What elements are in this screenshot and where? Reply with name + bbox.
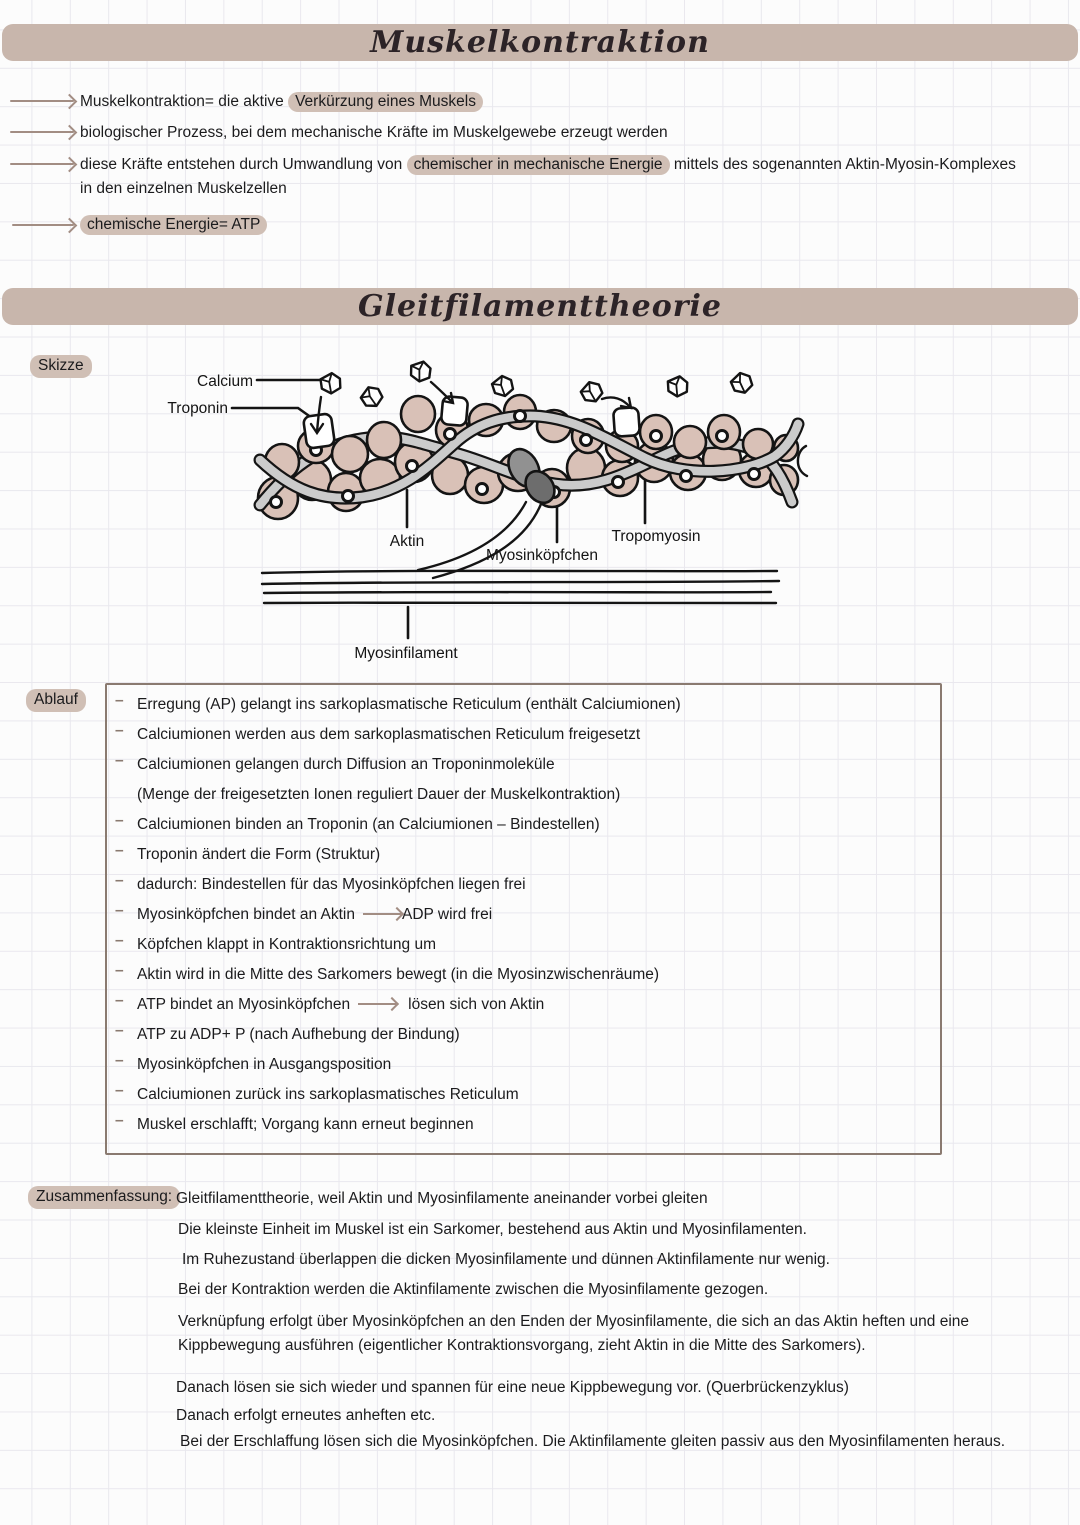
dash-icon: – <box>115 722 124 739</box>
ablauf-item: – Calciumionen binden an Troponin (an Calciumionen – Bindestellen) <box>115 810 681 840</box>
dash-icon: – <box>115 992 124 1009</box>
ablauf-item: (Menge der freigesetzten Ionen reguliert Dauer der Muskelkontraktion) <box>137 786 621 803</box>
arrow-icon <box>10 100 74 102</box>
skizze-label: Skizze <box>30 355 92 378</box>
summary-line: Bei der Kontraktion werden die Aktinfilamente zwischen die Myosinfilamente gezogen. <box>178 1281 769 1298</box>
ablauf-item: – dadurch: Bindestellen für das Myosinköpfchen liegen frei <box>115 870 681 900</box>
dash-icon: – <box>115 902 124 919</box>
dash-icon: – <box>115 752 124 769</box>
dash-icon: – <box>115 932 124 949</box>
ablauf-item: – Aktin wird in die Mitte des Sarkomers bewegt (in die Myosinzwischenräume) <box>115 960 681 990</box>
intro-line <box>80 154 1016 175</box>
intro-text: Muskelkontraktion= die aktive <box>80 93 289 110</box>
myosin-neck-line <box>433 504 541 578</box>
summary-line: Die kleinste Einheit im Muskel ist ein Sarkomer, bestehend aus Aktin und Myosinfilamenten. <box>178 1221 807 1238</box>
troponin-shape <box>613 407 640 437</box>
highlighted-text: chemischer in mechanische Energie <box>407 155 670 175</box>
ablauf-list <box>115 690 681 1140</box>
ablauf-label: Ablauf <box>26 689 86 712</box>
arrow-icon <box>10 163 74 165</box>
summary-line: Verknüpfung erfolgt über Myosinköpfchen an den Enden der Myosinfilamente, die sich an das Aktin heften und eine <box>178 1313 970 1330</box>
intro-line <box>80 91 483 112</box>
calcium-ion <box>665 374 690 399</box>
intro-line <box>80 122 668 143</box>
summary-line: Kippbewegung ausführen (eigentlicher Kontraktionsvorgang, zieht Aktin in die Mitte des Sarkomers). <box>178 1337 866 1354</box>
title-banner <box>2 24 1078 61</box>
arrow-icon <box>12 224 74 226</box>
intro-text: in den einzelnen Muskelzellen <box>80 180 287 197</box>
calcium-ion <box>579 380 603 403</box>
tropomyosin-label: Tropomyosin <box>611 528 701 545</box>
zusammenfassung-label: Zusammenfassung: <box>28 1186 180 1209</box>
summary-line: Gleitfilamenttheorie, weil Aktin und Myosinfilamente aneinander vorbei gleiten <box>176 1190 708 1207</box>
ablauf-item: – Calciumionen werden aus dem sarkoplasmatischen Reticulum freigesetzt <box>115 720 681 750</box>
dash-icon: – <box>115 962 124 979</box>
troponin-label: Troponin <box>167 400 228 417</box>
summary-line: Danach lösen sie sich wieder und spannen für eine neue Kippbewegung vor. (Querbrückenzyklus) <box>176 1379 849 1396</box>
dash-icon: – <box>115 842 124 859</box>
ablauf-item: – Calciumionen zurück ins sarkoplasmatisches Reticulum <box>115 1080 681 1110</box>
myosinfilament-label: Myosinfilament <box>354 645 458 662</box>
ablauf-item: – ATP bindet an Myosinköpfchen lösen sich von Aktin <box>115 990 681 1020</box>
dash-icon: – <box>115 1052 124 1069</box>
calcium-ion <box>407 358 434 384</box>
arrow-icon <box>363 913 401 915</box>
troponin-pointer-line <box>232 408 312 418</box>
dash-icon: – <box>115 812 124 829</box>
myosin-head-label: Myosinköpfchen <box>485 547 599 564</box>
highlighted-text: Verkürzung eines Muskels <box>288 92 483 112</box>
myosin-filament-lines <box>262 571 779 603</box>
page-title: Muskelkontraktion <box>370 25 710 60</box>
section-banner <box>2 288 1078 325</box>
calcium-ion <box>492 376 513 396</box>
calcium-ion <box>730 372 753 394</box>
ablauf-item: – Köpfchen klappt in Kontraktionsrichtung um <box>115 930 681 960</box>
ablauf-item: – ATP zu ADP+ P (nach Aufhebung der Bindung) <box>115 1020 681 1050</box>
dash-icon: – <box>115 1082 124 1099</box>
arrow-icon <box>10 131 74 133</box>
muscle-sketch-diagram <box>150 350 850 680</box>
calcium-label: Calcium <box>197 373 253 390</box>
calcium-ion <box>359 384 384 409</box>
ablauf-item: – Erregung (AP) gelangt ins sarkoplasmatische Reticulum (enthält Calciumionen) <box>115 690 681 720</box>
intro-text: diese Kräfte entstehen durch Umwandlung von <box>80 156 407 173</box>
highlighted-text: chemische Energie= ATP <box>80 215 267 235</box>
actin-edge-arc <box>798 446 807 476</box>
section-title: Gleitfilamenttheorie <box>357 289 723 324</box>
intro-line <box>80 214 267 235</box>
dash-icon: – <box>115 1112 124 1129</box>
ablauf-item: – Muskel erschlafft; Vorgang kann erneut beginnen <box>115 1110 681 1140</box>
ablauf-item: – Troponin ändert die Form (Struktur) <box>115 840 681 870</box>
arrow-icon <box>358 1003 396 1005</box>
dash-icon: – <box>115 692 124 709</box>
summary-line: Bei der Erschlaffung lösen sich die Myosinköpfchen. Die Aktinfilamente gleiten passiv aus den Myosinfilamenten heraus. <box>180 1433 1006 1450</box>
intro-line <box>80 178 287 199</box>
summary-line: Im Ruhezustand überlappen die dicken Myosinfilamente und dünnen Aktinfilamente nur wenig. <box>182 1251 830 1268</box>
ablauf-item: – Myosinköpfchen bindet an Aktin ADP wird frei <box>115 900 681 930</box>
summary-line: Danach erfolgt erneutes anheften etc. <box>176 1407 436 1424</box>
intro-text: biologischer Prozess, bei dem mechanische Kräfte im Muskelgewebe erzeugt werden <box>80 124 668 141</box>
aktin-label: Aktin <box>389 533 425 550</box>
dash-icon: – <box>115 1022 124 1039</box>
ablauf-item: – Myosinköpfchen in Ausgangsposition <box>115 1050 681 1080</box>
ablauf-item: – Calciumionen gelangen durch Diffusion an Troponinmoleküle <box>115 750 681 780</box>
calcium-ion <box>318 371 342 394</box>
dash-icon: – <box>115 872 124 889</box>
intro-text: mittels des sogenannten Aktin-Myosin-Komplexes <box>669 156 1016 173</box>
